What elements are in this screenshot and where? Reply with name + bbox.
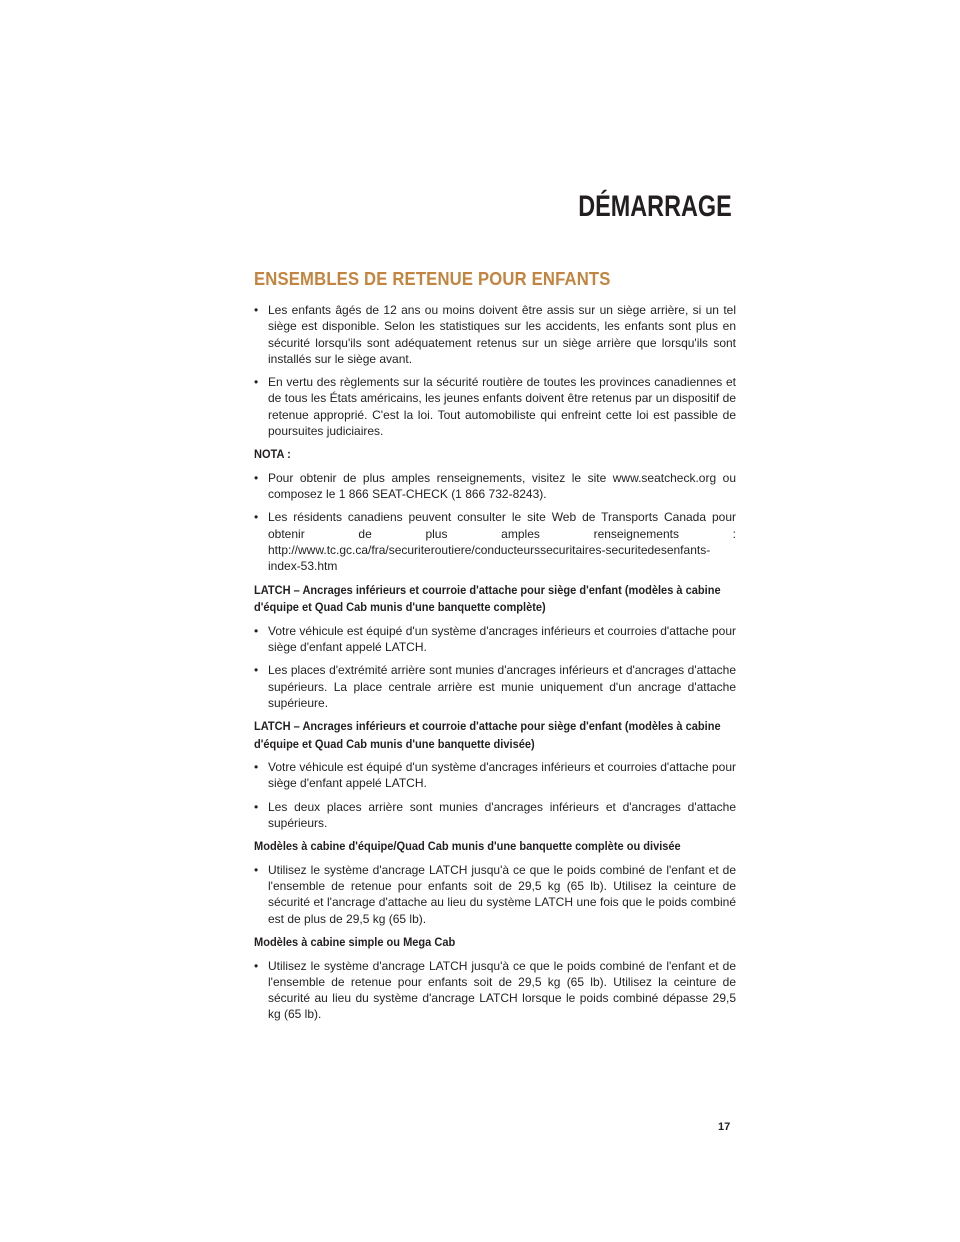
section-title: ENSEMBLES DE RETENUE POUR ENFANTS [254, 268, 611, 289]
list-item [254, 662, 736, 711]
bullet-text: Les résidents canadiens peuvent consulter le site Web de Transports Canada pour obtenir de plus amples renseignements : http://www.tc.gc.ca/fra/securiteroutiere/conducteurssecuritaires-securitedesenfants-index-53.htm [268, 510, 736, 574]
bullet-text: Utilisez le système d'ancrage LATCH jusqu'à ce que le poids combiné de l'enfant et de l'ensemble de retenue pour enfants soit de 29,5 kg (65 lb). Utilisez la ceinture de sécurité au lieu du système d'ancrage LATCH lorsque le poids combiné dépasse 29,5 kg (65 lb). [268, 958, 736, 1022]
bullet-text: Les deux places arrière sont munies d'ancrages inférieurs et d'ancrages d'attache supérieurs. [268, 799, 736, 831]
intro-bullet-list [254, 302, 736, 439]
bullet-glyph: • [254, 862, 259, 877]
bullet-glyph: • [254, 799, 259, 814]
subsection-bullet-list [254, 759, 736, 831]
list-item [254, 759, 736, 792]
chapter-title: DÉMARRAGE [578, 190, 732, 223]
list-item [254, 958, 736, 1023]
bullet-glyph: • [254, 760, 259, 775]
subsection-heading: LATCH – Ancrages inférieurs et courroie d'attache pour siège d'enfant (modèles à cabine d'équipe et Quad Cab munis d'une banquette complète) [254, 582, 721, 615]
note-label: NOTA : [254, 447, 291, 462]
list-item [254, 302, 736, 367]
list-item [254, 470, 736, 503]
subsection-heading: Modèles à cabine simple ou Mega Cab [254, 935, 456, 950]
bullet-glyph: • [254, 470, 259, 485]
list-item [254, 799, 736, 832]
bullet-glyph: • [254, 958, 259, 973]
bullet-glyph: • [254, 623, 259, 638]
subsection-bullet-list [254, 623, 736, 711]
bullet-text: Les places d'extrémité arrière sont munies d'ancrages inférieurs et d'ancrages d'attache supérieurs. La place centrale arrière est munie uniquement d'un ancrage d'attache supérieure. [268, 663, 736, 710]
bullet-text: Pour obtenir de plus amples renseignements, visitez le site www.seatcheck.org ou composez le 1 866 SEAT-CHECK (1 866 732-8243). [268, 470, 736, 502]
list-item [254, 862, 736, 927]
subsection-bullet-list [254, 958, 736, 1023]
bullet-glyph: • [254, 510, 259, 525]
list-item [254, 374, 736, 439]
bullet-glyph: • [254, 303, 259, 317]
list-item [254, 509, 736, 574]
bullet-text: Votre véhicule est équipé d'un système d'ancrages inférieurs et courroies d'attache pour siège d'enfant appelé LATCH. [268, 760, 736, 791]
bullet-text: Votre véhicule est équipé d'un système d'ancrages inférieurs et courroies d'attache pour siège d'enfant appelé LATCH. [268, 623, 736, 654]
bullet-glyph: • [254, 375, 259, 390]
page-content [254, 268, 736, 1030]
bullet-text: En vertu des règlements sur la sécurité routière de toutes les provinces canadiennes et de tous les États américains, les jeunes enfants doivent être retenus par un dispositif de retenue approprié. C'est la loi. Tout automobiliste qui enfreint cette loi est passible de poursuites judiciaires. [268, 375, 736, 439]
subsection-heading: Modèles à cabine d'équipe/Quad Cab munis d'une banquette complète ou divisée [254, 839, 681, 854]
list-item [254, 623, 736, 656]
bullet-text: Utilisez le système d'ancrage LATCH jusqu'à ce que le poids combiné de l'enfant et de l'ensemble de retenue pour enfants soit de 29,5 kg (65 lb). Utilisez la ceinture de sécurité et l'ancrage d'attache au lieu du système LATCH une fois que le poids combiné est de plus de 29,5 kg (65 lb). [268, 862, 736, 926]
bullet-glyph: • [254, 663, 259, 678]
bullet-text: Les enfants âgés de 12 ans ou moins doivent être assis sur un siège arrière, si un tel siège est disponible. Selon les statistiques sur les accidents, les enfants sont plus en sécurité lorsqu'ils sont adéquatement retenus sur un siège arrière que lorsqu'ils sont installés sur le siège avant. [268, 303, 736, 366]
subsection-bullet-list [254, 862, 736, 927]
page-number: 17 [718, 1121, 731, 1133]
note-bullet-list [254, 470, 736, 575]
subsection-heading: LATCH – Ancrages inférieurs et courroie d'attache pour siège d'enfant (modèles à cabine d'équipe et Quad Cab munis d'une banquette divisée) [254, 719, 721, 751]
